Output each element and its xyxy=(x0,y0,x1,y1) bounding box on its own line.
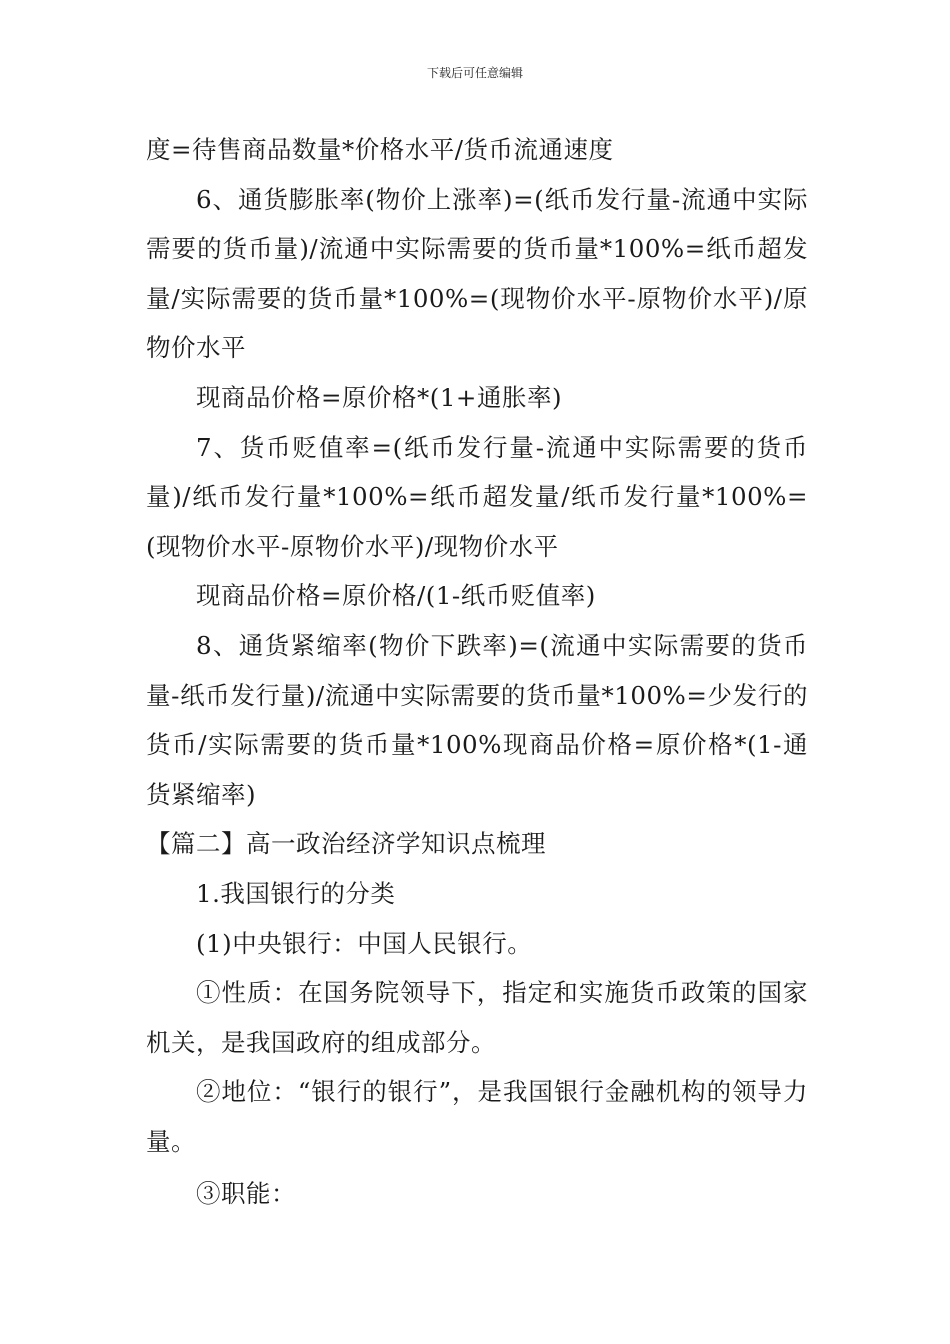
paragraph-inflation-rate: 6、通货膨胀率(物价上涨率)=(纸币发行量-流通中实际需要的货币量)/流通中实际需要的货币量*100%=纸币超发量/实际需要的货币量*100%=(现物价水平-原物价水平)/原物价水平 xyxy=(146,184,808,363)
paragraph-depreciation-rate: 7、货币贬值率=(纸币发行量-流通中实际需要的货币量)/纸币发行量*100%=纸币超发量/纸币发行量*100%=(现物价水平-原物价水平)/现物价水平 xyxy=(146,432,808,561)
page-header: 下载后可任意编辑 xyxy=(426,66,523,80)
paragraph-status: ②地位：“银行的银行”，是我国银行金融机构的领导力量。 xyxy=(146,1077,808,1156)
paragraph-price-depreciation: 现商品价格=原价格/(1-纸币贬值率) xyxy=(196,581,596,611)
paragraph-functions: ③职能： xyxy=(196,1179,296,1209)
paragraph-velocity-formula: 度=待售商品数量*价格水平/货币流通速度 xyxy=(146,135,614,164)
paragraph-deflation-rate: 8、通货紧缩率(物价下跌率)=(流通中实际需要的货币量-纸币发行量)/流通中实际需要的货币量*100%=少发行的货币/实际需要的货币量*100%现商品价格=原价格*(1-通货紧缩率) xyxy=(146,630,808,809)
section-heading: 【篇二】高一政治经济学知识点梳理 xyxy=(146,829,546,859)
paragraph-price-inflation: 现商品价格=原价格*(1+通胀率) xyxy=(196,382,563,412)
paragraph-bank-classification: 1.我国银行的分类 xyxy=(196,878,396,908)
paragraph-nature: ①性质：在国务院领导下，指定和实施货币政策的国家机关，是我国政府的组成部分。 xyxy=(146,978,808,1057)
document-body xyxy=(146,125,808,1219)
paragraph-central-bank: (1)中央银行：中国人民银行。 xyxy=(196,928,533,958)
